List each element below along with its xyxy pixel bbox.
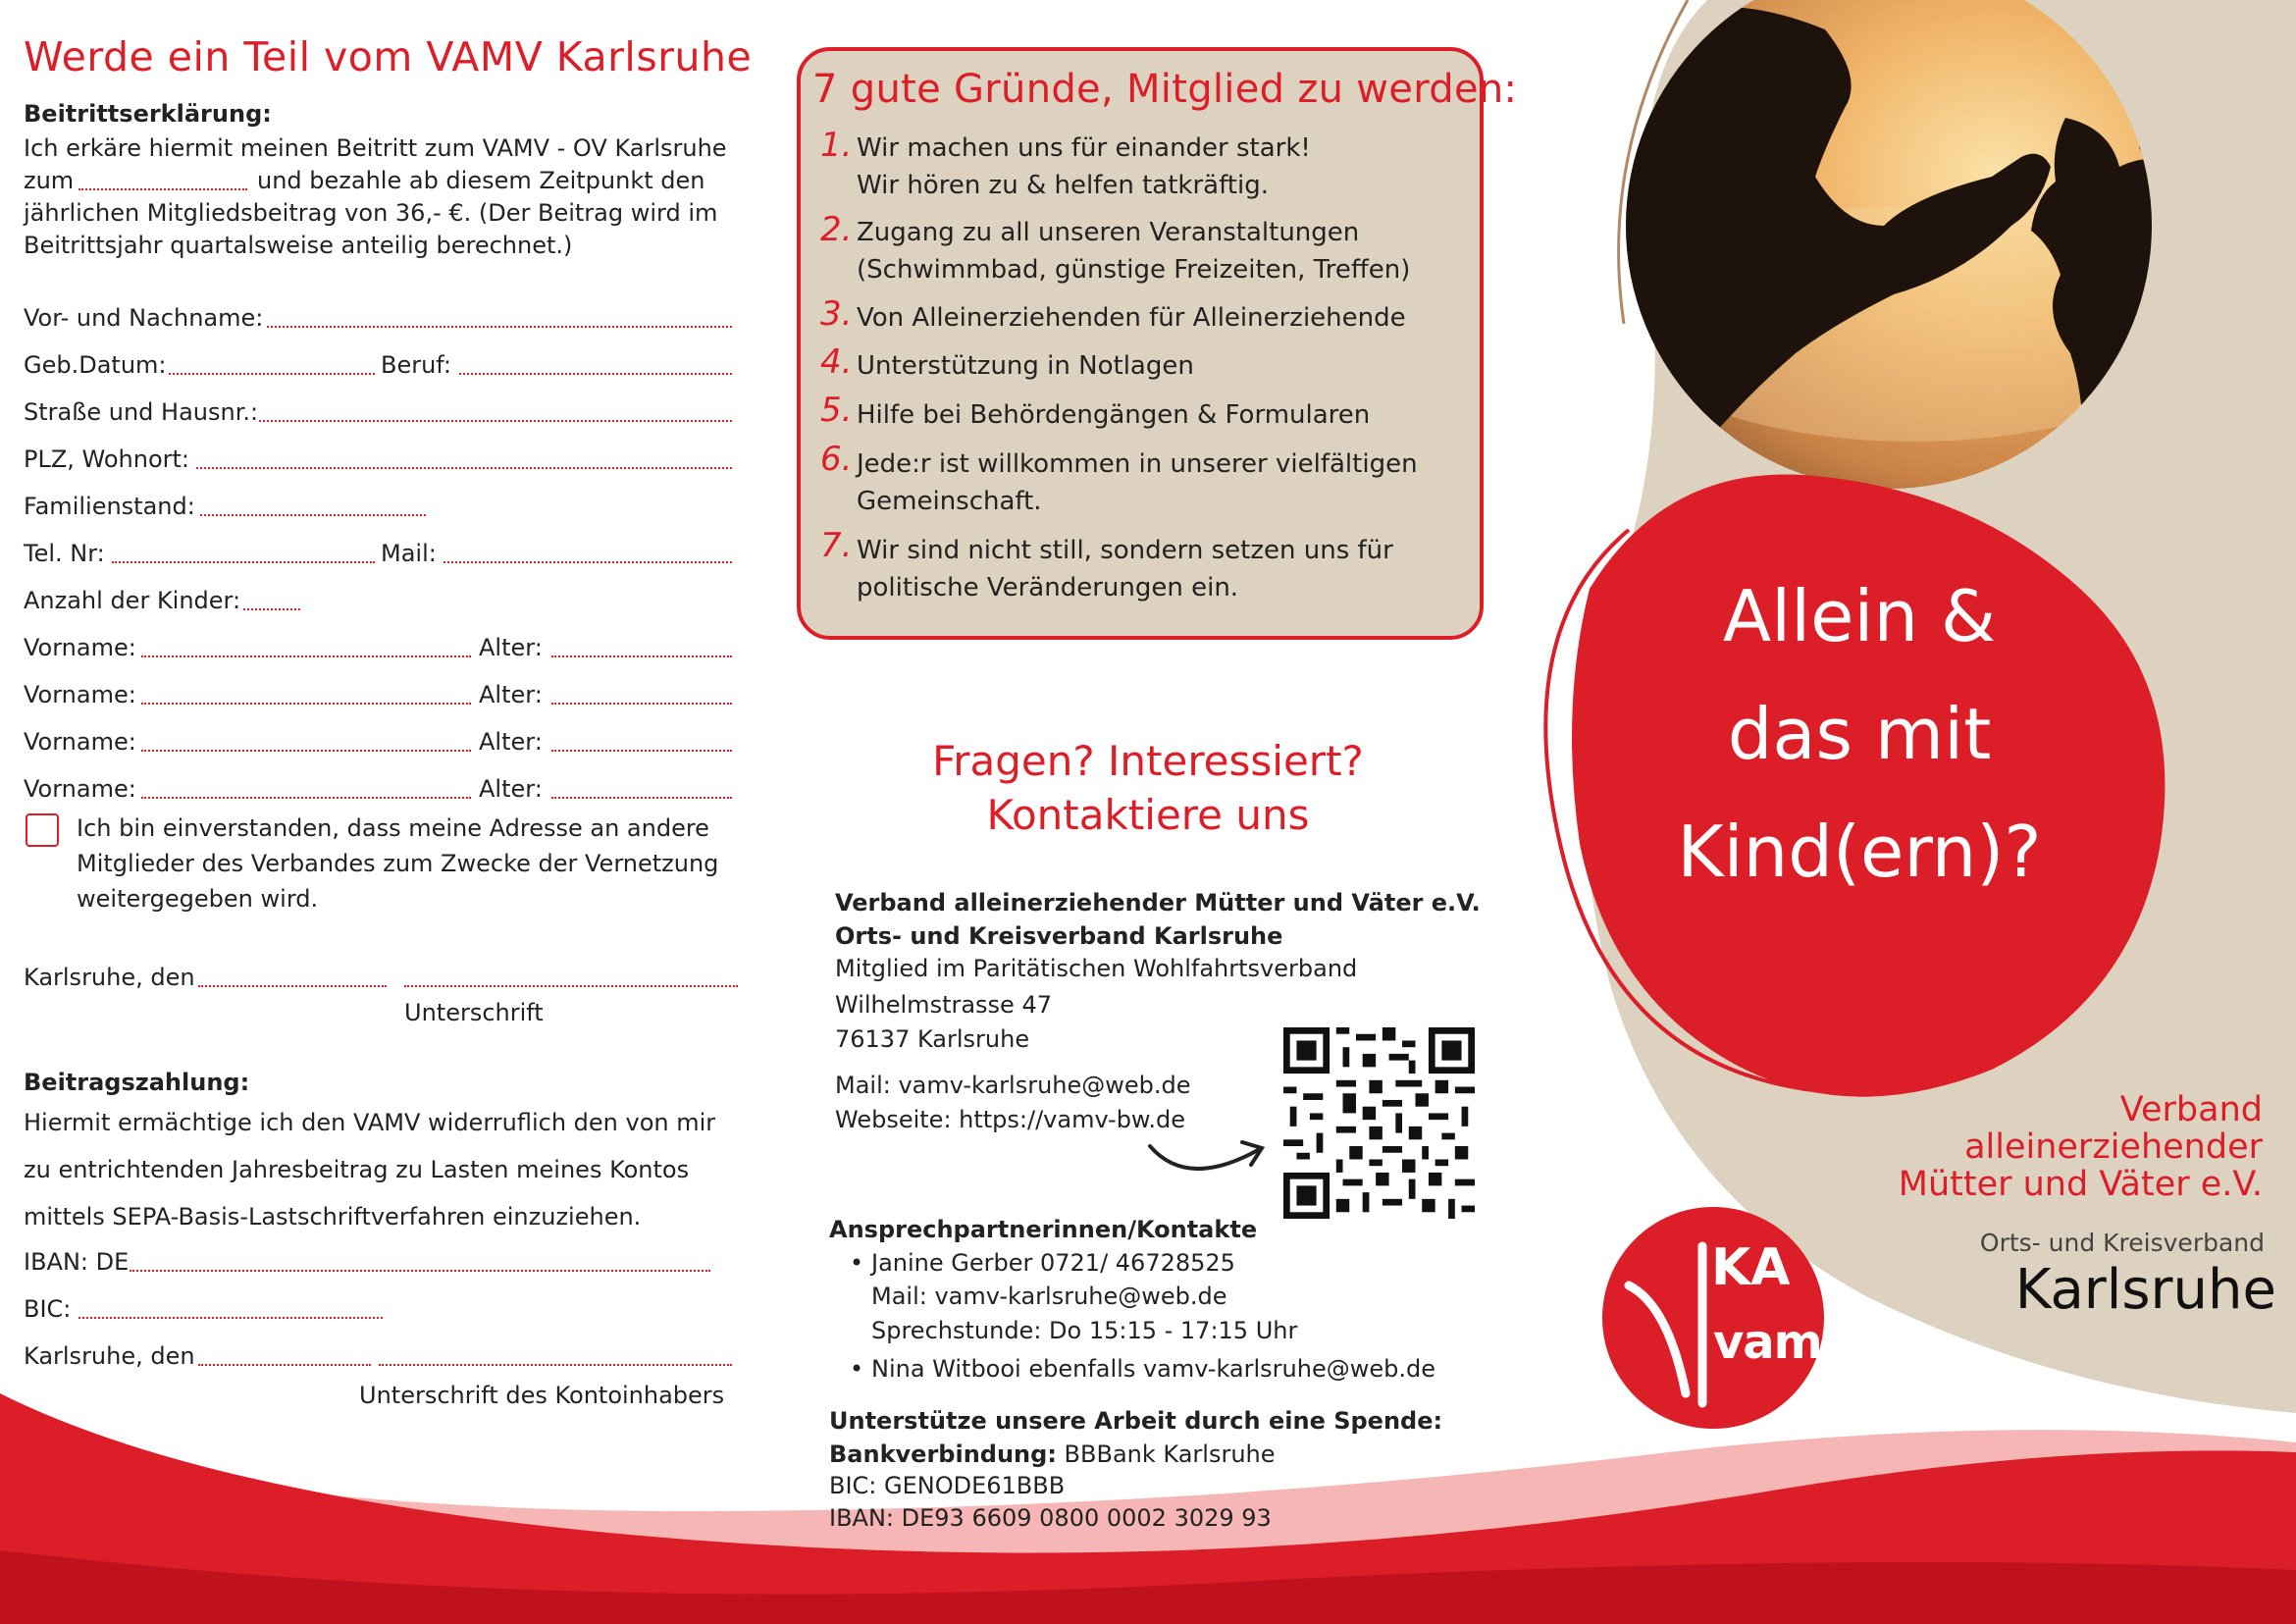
kids-row (24, 587, 732, 620)
qr-code[interactable] (1283, 1027, 1475, 1219)
status-field[interactable] (200, 493, 426, 516)
phone-field[interactable] (112, 540, 375, 563)
place-date-label: Karlsruhe, den (24, 1342, 195, 1370)
declaration-line-3: jährlichen Mitgliedsbeitrag von 36,- €. (Der Beitrag wird im (24, 199, 718, 227)
hero-line: Kind(ern)? (1677, 811, 2042, 893)
signature-field[interactable] (404, 964, 738, 987)
iban-field[interactable] (130, 1248, 710, 1272)
name-row (24, 304, 732, 338)
reason-line: Wir sind nicht still, sondern setzen uns für (857, 536, 1393, 565)
reason-item (857, 347, 1465, 385)
bank-label: Bankverbindung: (829, 1441, 1057, 1468)
bic-row (24, 1295, 732, 1329)
hero-line: das mit (1727, 693, 1992, 775)
reason-number: 5. (820, 391, 853, 430)
donate-bic: BIC: GENODE61BBB (829, 1472, 1066, 1499)
child-age-field[interactable] (551, 681, 732, 705)
mail-field[interactable] (444, 540, 732, 563)
status-label: Familienstand: (24, 493, 195, 520)
org-city: 76137 Karlsruhe (835, 1025, 1030, 1053)
child-first-label: Vorname: (24, 775, 136, 803)
street-field[interactable] (259, 398, 732, 422)
payment-line-2: zu entrichtenden Jahresbeitrag zu Lasten meines Kontos (24, 1156, 690, 1183)
logo-ka-text: KA (1711, 1238, 1791, 1297)
join-title: Werde ein Teil vom VAMV Karlsruhe (24, 33, 753, 80)
bic-label: BIC: (24, 1295, 72, 1323)
reason-number: 2. (820, 210, 853, 249)
child-age-label: Alter: (479, 634, 543, 661)
org-right-line: Verband (2119, 1090, 2263, 1129)
declaration-zum: zum (24, 167, 75, 194)
logo-vamv-text: vamv (1713, 1315, 1852, 1370)
bic-field[interactable] (78, 1295, 383, 1319)
bank-line (829, 1438, 1276, 1472)
job-label: Beruf: (381, 351, 451, 379)
reason-item (857, 445, 1465, 520)
reason-item (857, 130, 1465, 204)
donate-iban: IBAN: DE93 6609 0800 0002 3029 93 (829, 1504, 1272, 1532)
org-right-line: Mütter und Väter e.V. (1898, 1165, 2263, 1204)
mail-label: Mail: (381, 540, 437, 567)
payment-line-1: Hiermit ermächtige ich den VAMV widerruflich den von mir (24, 1109, 716, 1136)
birth-label: Geb.Datum: (24, 351, 167, 379)
account-signature-field[interactable] (379, 1342, 732, 1366)
iban-row (24, 1248, 732, 1282)
reason-number: 1. (820, 126, 853, 165)
name-label: Vor- und Nachname: (24, 304, 264, 332)
declaration-line-4: Beitrittsjahr quartalsweise anteilig berechnet.) (24, 232, 573, 259)
child-row (24, 681, 732, 714)
date-field[interactable] (198, 1342, 371, 1366)
contact1-name: Janine Gerber 0721/ 46728525 (871, 1249, 1235, 1277)
questions-heading (814, 734, 1482, 842)
child-age-field[interactable] (551, 634, 732, 657)
street-row (24, 398, 732, 432)
reason-number: 6. (820, 440, 853, 479)
org-right-line: alleinerziehender (1964, 1127, 2263, 1167)
account-signature-row (24, 1342, 732, 1376)
signature-label: Unterschrift (404, 999, 544, 1026)
status-row (24, 493, 732, 526)
child-first-label: Vorname: (24, 728, 136, 756)
iban-label: IBAN: DE (24, 1248, 130, 1276)
child-age-field[interactable] (551, 728, 732, 752)
org-right-sub: Orts- und Kreisverband (1979, 1229, 2265, 1257)
contact1-hours: Sprechstunde: Do 15:15 - 17:15 Uhr (871, 1317, 1298, 1344)
arrow-graphic (1150, 1146, 1258, 1169)
kids-label: Anzahl der Kinder: (24, 587, 241, 614)
city-label: PLZ, Wohnort: (24, 445, 190, 473)
phone-mail-row (24, 540, 732, 573)
org-website-link[interactable]: Webseite: https://vamv-bw.de (835, 1106, 1185, 1133)
reason-line: Zugang zu all unseren Veranstaltungen (857, 218, 1360, 247)
org-branch: Orts- und Kreisverband Karlsruhe (835, 922, 1283, 950)
reason-item (857, 532, 1465, 606)
org-street: Wilhelmstrasse 47 (835, 991, 1052, 1019)
child-row (24, 728, 732, 761)
account-signature-label: Unterschrift des Kontoinhabers (359, 1382, 725, 1409)
reason-item (857, 396, 1465, 434)
org-mail-link[interactable]: Mail: vamv-karlsruhe@web.de (835, 1072, 1191, 1099)
org-name: Verband alleinerziehender Mütter und Väter e.V. (835, 889, 1481, 917)
start-date-field[interactable] (78, 167, 247, 190)
reason-line: (Schwimmbad, günstige Freizeiten, Treffen) (857, 255, 1411, 285)
date-field[interactable] (198, 964, 387, 987)
consent-checkbox[interactable] (26, 813, 59, 847)
bullet-icon: • (850, 1249, 864, 1277)
reason-item (857, 214, 1465, 288)
child-first-field[interactable] (141, 634, 471, 657)
birth-field[interactable] (169, 351, 375, 375)
payment-heading: Beitragszahlung: (24, 1069, 250, 1096)
reason-number: 7. (820, 526, 853, 565)
child-first-label: Vorname: (24, 681, 136, 708)
name-field[interactable] (267, 304, 732, 328)
reason-line: politische Veränderungen ein. (857, 573, 1239, 602)
contact2: Nina Witbooi ebenfalls vamv-karlsruhe@web.de (871, 1355, 1435, 1383)
child-age-field[interactable] (551, 775, 732, 799)
bullet-icon: • (850, 1355, 864, 1383)
child-row (24, 775, 732, 809)
org-right-name (1805, 1091, 2263, 1203)
birth-job-row (24, 351, 732, 385)
declaration-line-1: Ich erkäre hiermit meinen Beitritt zum VAMV - OV Karlsruhe (24, 134, 727, 162)
reason-line: Wir machen uns für einander stark! (857, 133, 1311, 163)
contacts-heading: Ansprechpartnerinnen/Kontakte (829, 1216, 1258, 1243)
reason-line: Unterstützung in Notlagen (857, 351, 1194, 381)
hero-line: Allein & (1722, 575, 1997, 657)
child-age-label: Alter: (479, 728, 543, 756)
bank-name: BBBank Karlsruhe (1056, 1441, 1276, 1468)
consent-line: Ich bin einverstanden, dass meine Adresse an andere (77, 814, 709, 842)
consent-text (77, 811, 718, 917)
org-right-city: Karlsruhe (2014, 1258, 2276, 1322)
signature-row (24, 964, 732, 997)
child-age-label: Alter: (479, 775, 543, 803)
reason-item (857, 299, 1465, 337)
reason-line: Wir hören zu & helfen tatkräftig. (857, 171, 1269, 200)
kids-field[interactable] (243, 587, 300, 610)
questions-line: Kontaktiere uns (986, 791, 1310, 839)
contact1-mail[interactable]: Mail: vamv-karlsruhe@web.de (871, 1283, 1227, 1310)
membership: Mitglied im Paritätischen Wohlfahrtsverband (835, 955, 1358, 982)
reason-line: Gemeinschaft. (857, 487, 1042, 516)
child-first-field[interactable] (141, 728, 471, 752)
child-first-field[interactable] (141, 775, 471, 799)
consent-line: Mitglieder des Verbandes zum Zwecke der Vernetzung (77, 850, 719, 877)
declaration-line-2: und bezahle ab diesem Zeitpunkt den (257, 167, 705, 194)
declaration-heading: Beitrittserklärung: (24, 100, 272, 128)
child-first-label: Vorname: (24, 634, 136, 661)
donate-heading: Unterstütze unsere Arbeit durch eine Spende: (829, 1407, 1443, 1435)
child-row (24, 634, 732, 667)
questions-line: Fragen? Interessiert? (932, 737, 1364, 785)
reason-line: Hilfe bei Behördengängen & Formularen (857, 400, 1371, 430)
reason-line: Jede:r ist willkommen in unserer vielfältigen (857, 449, 1418, 479)
reason-line: Von Alleinerziehenden für Alleinerziehende (857, 303, 1406, 333)
place-date-label: Karlsruhe, den (24, 964, 195, 991)
city-row (24, 445, 732, 479)
street-label: Straße und Hausnr.: (24, 398, 259, 426)
consent-line: weitergegeben wird. (77, 885, 319, 913)
phone-label: Tel. Nr: (24, 540, 105, 567)
child-first-field[interactable] (141, 681, 471, 705)
hero-heading (1629, 557, 2090, 911)
city-field[interactable] (196, 445, 732, 469)
child-age-label: Alter: (479, 681, 543, 708)
reason-number: 3. (820, 294, 853, 334)
reason-number: 4. (820, 342, 853, 382)
job-field[interactable] (459, 351, 732, 375)
reasons-title: 7 gute Gründe, Mitglied zu werden: (812, 67, 1518, 112)
payment-line-3: mittels SEPA-Basis-Lastschriftverfahren einzuziehen. (24, 1203, 642, 1231)
